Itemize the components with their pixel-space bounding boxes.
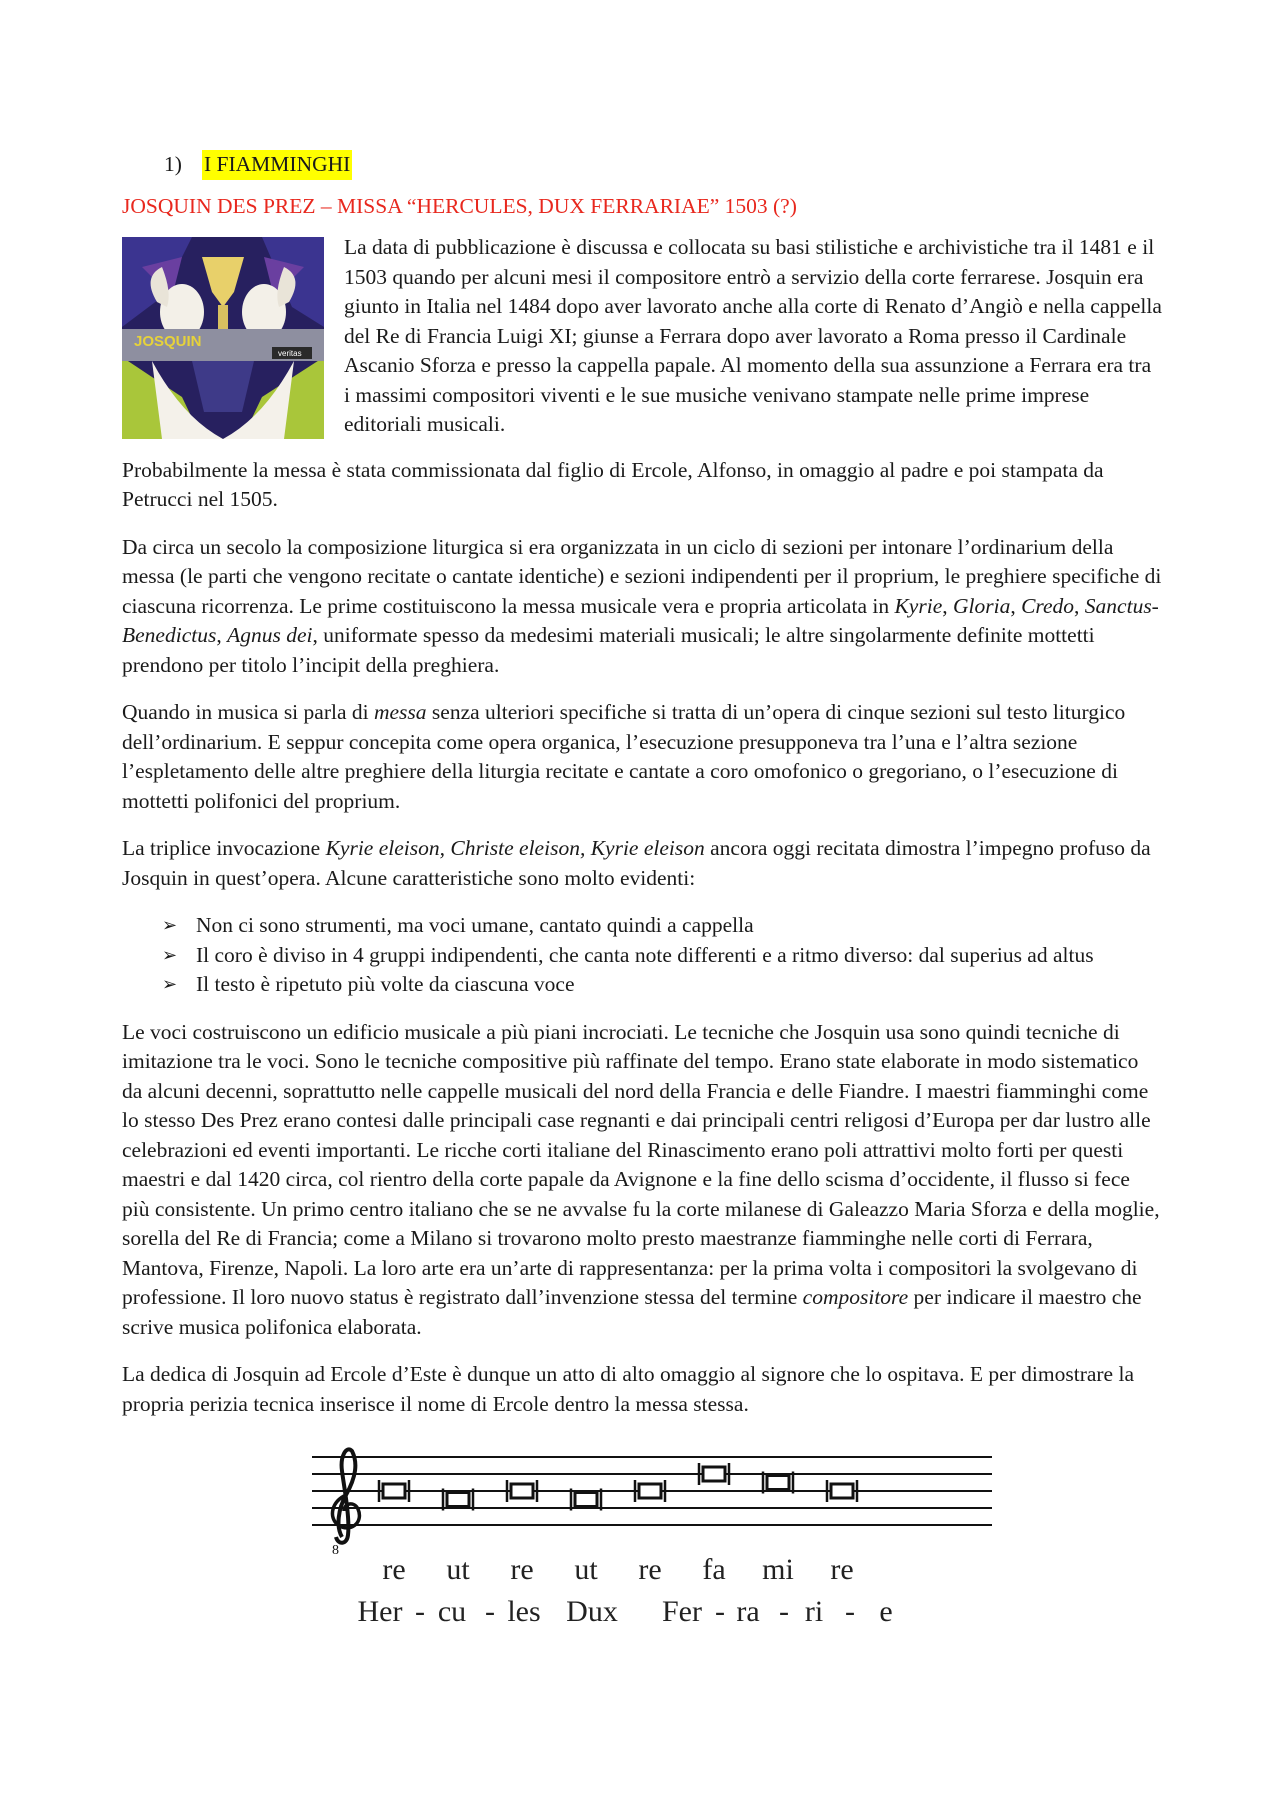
lyric-syllable: -: [779, 1595, 789, 1628]
intro-block: [122, 233, 1162, 440]
breve-note: [699, 1463, 729, 1485]
treble-clef-icon: [332, 1449, 359, 1557]
list-item: ➢ Il coro è diviso in 4 gruppi indipendenti, che canta note differenti e a ritmo diverso: dal superius ad altus: [122, 941, 1162, 971]
solmization-syllable: re: [638, 1553, 662, 1586]
music-notation-figure: [302, 1437, 1002, 1637]
breve-note: [379, 1480, 409, 1502]
arrow-bullet-icon: ➢: [162, 974, 178, 994]
arrow-bullet-icon: ➢: [162, 915, 178, 935]
breve-note: [443, 1489, 473, 1511]
album-cover-image: [122, 237, 324, 439]
solmization-syllable: re: [382, 1553, 406, 1586]
lyric-syllable: les: [507, 1595, 541, 1628]
solmization-syllable: mi: [762, 1553, 794, 1586]
solmization-syllable: re: [830, 1553, 854, 1586]
lyric-syllable: ra: [736, 1595, 760, 1628]
solmization-syllable: fa: [702, 1553, 726, 1586]
section-title: I FIAMMINGHI: [202, 150, 352, 180]
lyric-syllable: e: [879, 1595, 893, 1628]
breve-note: [763, 1472, 793, 1494]
cover-label: veritas: [278, 349, 302, 358]
paragraph-4: La triplice invocazione Kyrie eleison, Christe eleison, Kyrie eleison ancora oggi recitata dimostra l’impegno profuso da Josquin in quest’opera. Alcune caratteristiche sono molto evidenti:: [122, 836, 1151, 890]
list-item: ➢ Non ci sono strumenti, ma voci umane, cantato quindi a cappella: [122, 911, 1162, 941]
subtitle: JOSQUIN DES PREZ – MISSA “HERCULES, DUX FERRARIAE” 1503 (?): [122, 193, 797, 218]
breve-note: [635, 1480, 665, 1502]
document-page: [122, 150, 1162, 1637]
paragraph-6: La dedica di Josquin ad Ercole d’Este è dunque un atto di alto omaggio al signore che lo ospitava. E per dimostrare la propria perizia tecnica inserisce il nome di Ercole dentro la messa stessa.: [122, 1362, 1134, 1416]
section-heading: [122, 150, 1162, 180]
cover-brand: JOSQUIN: [134, 333, 202, 350]
lyric-syllable: ri: [804, 1595, 824, 1628]
lyric-syllable: Her: [357, 1595, 403, 1628]
section-number: 1): [164, 152, 182, 176]
solmization-syllable: ut: [574, 1553, 598, 1586]
lyric-syllable: -: [415, 1595, 425, 1628]
paragraph-5: Le voci costruiscono un edificio musicale a più piani incrociati. Le tecniche che Josquin usa sono quindi tecniche di imitazione tra le voci. Sono le tecniche compositive più raffinate del tempo. Erano state elaborate in modo sistematico da alcuni decenni, soprattutto nelle cappelle musicali del nord della Francia e delle Fiandre. I maestri fiamminghi come lo stesso Des Prez erano contesi dalle principali case regnanti e dai principali centri religosi d’Europa per dar lustro alle celebrazioni ed eventi importanti. Le ricche corti italiane del Rinascimento erano poli attrattivi molto forti per questi maestri e dal 1420 circa, col rientro della corte papale da Avignone e la fine dello scisma d’occidente, il flusso si fece più consistente. Un primo centro italiano che se ne avvalse fu la corte milanese di Galeazzo Maria Sforza e della moglie, sorella del Re di Francia; come a Milano si trovarono molto presto maestranze fiamminghe nelle corti di Ferrara, Mantova, Firenze, Napoli. La loro arte era un’arte di rappresentanza: per la prima volta i compositori la svolgevano di professione. Il loro nuovo status è registrato dall’invenzione stessa del termine compositore per indicare il maestro che scrive musica polifonica elaborata.: [122, 1019, 1160, 1339]
breve-note: [507, 1480, 537, 1502]
solmization-syllable: re: [510, 1553, 534, 1586]
intro-paragraph: La data di pubblicazione è discussa e collocata su basi stilistiche e archivistiche tra il 1481 e il 1503 quando per alcuni mesi il compositore entrò a servizio della corte ferrarese. Josquin era giunto in Italia nel 1484 dopo aver lavorato anche alla corte di Renato d’Angiò e nella cappella del Re di Francia Luigi XI; giunse a Ferrara dopo aver lavorato a Roma presso il Cardinale Ascanio Sforza e presso la cappella papale. Al momento della sua assunzione a Ferrara era tra i massimi compositori viventi e le sue musiche venivano stampate nelle prime imprese editoriali musicali.: [344, 235, 1162, 436]
breve-note: [827, 1480, 857, 1502]
lyric-syllable: Dux: [566, 1595, 618, 1628]
lyric-syllable: cu: [437, 1595, 467, 1628]
paragraph-3: Quando in musica si parla di messa senza ulteriori specifiche si tratta di un’opera di cinque sezioni sul testo liturgico dell’ordinarium. E seppur concepita come opera organica, l’esecuzione presupponeva tra l’una e l’altra sezione l’espletamento delle altre preghiere della liturgia recitate e cantate a coro omofonico o gregoriano, o l’esecuzione di mottetti polifonici del proprium.: [122, 700, 1126, 813]
music-staff: [302, 1437, 1002, 1557]
lyric-syllable: -: [715, 1595, 725, 1628]
lyric-syllable: -: [485, 1595, 495, 1628]
paragraph-2: Da circa un secolo la composizione liturgica si era organizzata in un ciclo di sezioni per intonare l’ordinarium della messa (le parti che vengono recitate o cantate identiche) e sezioni indipendenti per il proprium, le preghiere specifiche di ciascuna ricorrenza. Le prime costituiscono la messa musicale vera e propria articolata in Kyrie, Gloria, Credo, Sanctus-Benedictus, Agnus dei, uniformate spesso da medesimi materiali musicali; le altre singolarmente definite mottetti prendono per titolo l’incipit della preghiera.: [122, 534, 1162, 677]
svg-text:8: 8: [332, 1543, 339, 1557]
solmization-syllable: ut: [446, 1553, 470, 1586]
arrow-bullet-icon: ➢: [162, 944, 178, 965]
lyric-syllable: Fer: [662, 1595, 702, 1628]
breve-note: [571, 1489, 601, 1511]
list-item: ➢ Il testo è ripetuto più volte da ciascuna voce: [122, 970, 1162, 1000]
paragraph-1: Probabilmente la messa è stata commissionata dal figlio di Ercole, Alfonso, in omaggio al padre e poi stampata da Petrucci nel 1505.: [122, 457, 1104, 511]
bullet-list: [122, 911, 1162, 1000]
lyric-syllable: -: [845, 1595, 855, 1628]
